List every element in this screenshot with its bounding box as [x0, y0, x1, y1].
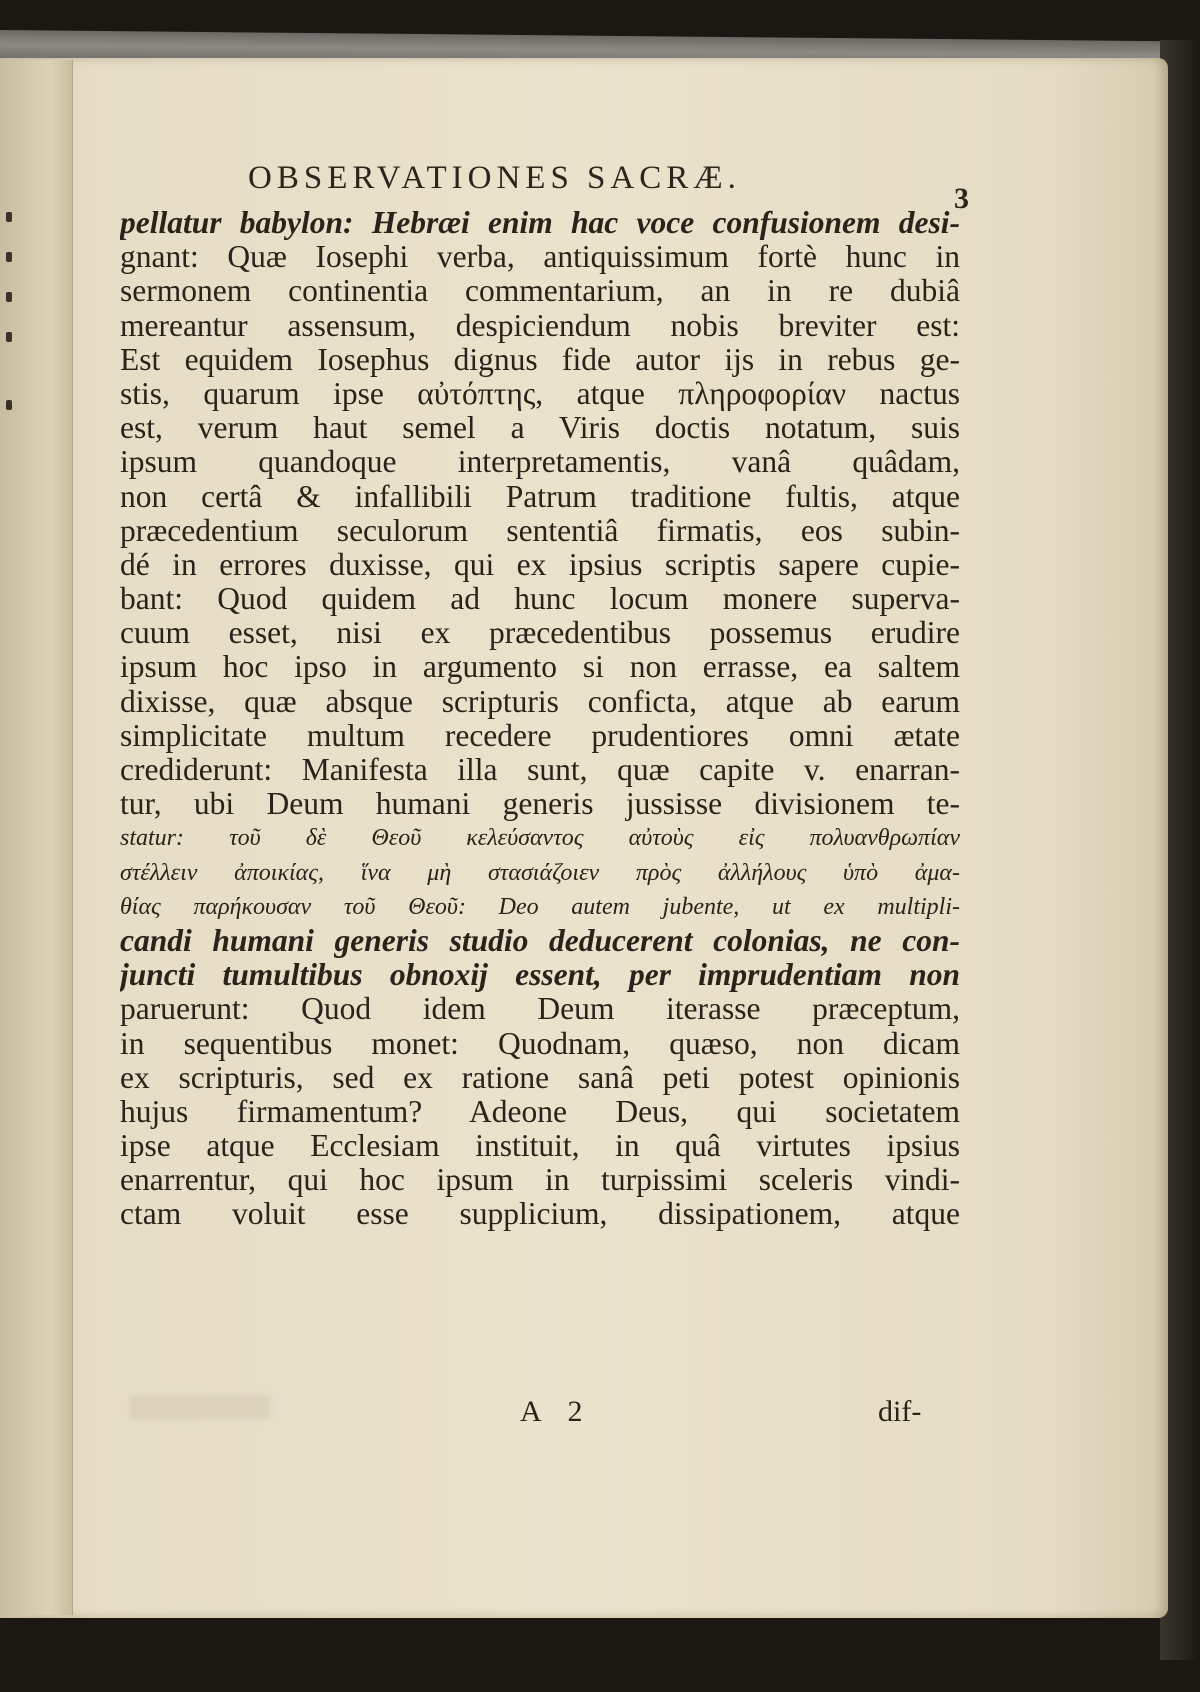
text-line: ipsum hoc ipso in argumento si non errasse, ea saltem: [120, 650, 960, 685]
running-head: OBSERVATIONES SACRÆ.: [248, 160, 741, 196]
text-line: ipse atque Ecclesiam instituit, in quâ virtutes ipsius: [120, 1129, 960, 1164]
show-through-text: [130, 1395, 270, 1419]
text-line: στέλλειν ἀποικίας, ἵνα μὴ στασιάζοιεν πρὸς ἀλλήλους ὑπὸ ἀμα-: [120, 859, 960, 886]
text-line: gnant: Quæ Iosephi verba, antiquissimum fortè hunc in: [120, 240, 960, 275]
catchword: dif-: [878, 1395, 922, 1428]
text-line: est, verum haut semel a Viris doctis notatum, suis: [120, 411, 960, 446]
text-line: candi humani generis studio deducerent colonias, ne con-: [120, 923, 960, 958]
page-number: 3: [954, 182, 969, 215]
edge-mark: [6, 400, 12, 410]
edge-mark: [6, 292, 12, 302]
text-line: simplicitate multum recedere prudentiores omni ætate: [120, 718, 960, 753]
signature-mark: A 2: [520, 1395, 593, 1428]
text-line: præcedentium seculorum sententiâ firmatis, eos subin-: [120, 513, 960, 548]
text-line: cuum esset, nisi ex præcedentibus possemus erudire: [120, 616, 960, 651]
body-text: [120, 206, 960, 1232]
text-line: Est equidem Iosephus dignus fide autor ijs in rebus ge-: [120, 342, 960, 377]
text-line: pellatur babylon: Hebræi enim hac voce confusionem desi-: [120, 206, 960, 240]
text-line: stis, quarum ipse αὐτόπτης, atque πληροφορίαν nactus: [120, 376, 960, 411]
text-line: ipsum quandoque interpretamentis, vanâ quâdam,: [120, 445, 960, 480]
edge-mark: [6, 332, 12, 342]
text-line: juncti tumultibus obnoxij essent, per imprudentiam non: [120, 958, 960, 993]
edge-mark: [6, 212, 12, 222]
text-line: statur: τοῦ δὲ Θεοῦ κελεύσαντος αὐτοὺς εἰς πολυανθρωπίαν: [120, 825, 960, 852]
text-line: θίας παρήκουσαν τοῦ Θεοῦ: Deo autem jubente, ut ex multipli-: [120, 893, 960, 920]
text-line: ex scripturis, sed ex ratione sanâ peti potest opinionis: [120, 1060, 960, 1095]
text-line: sermonem continentia commentarium, an in re dubiâ: [120, 274, 960, 309]
text-line: ctam voluit esse supplicium, dissipationem, atque: [120, 1197, 960, 1232]
text-line: dé in errores duxisse, qui ex ipsius scriptis sapere cupie-: [120, 547, 960, 582]
left-page-strip: [0, 60, 73, 1615]
text-line: dixisse, quæ absque scripturis conficta, atque ab earum: [120, 684, 960, 719]
text-line: non certâ & infallibili Patrum traditione fultis, atque: [120, 479, 960, 514]
text-line: bant: Quod quidem ad hunc locum monere superva-: [120, 582, 960, 617]
text-line: tur, ubi Deum humani generis jussisse divisionem te-: [120, 787, 960, 822]
edge-mark: [6, 252, 12, 262]
text-line: mereantur assensum, despiciendum nobis breviter est:: [120, 308, 960, 343]
text-line: in sequentibus monet: Quodnam, quæso, non dicam: [120, 1026, 960, 1061]
text-line: enarrentur, qui hoc ipsum in turpissimi sceleris vindi-: [120, 1163, 960, 1198]
text-line: paruerunt: Quod idem Deum iterasse præceptum,: [120, 992, 960, 1027]
text-line: crediderunt: Manifesta illa sunt, quæ capite v. enarran-: [120, 753, 960, 787]
text-line: hujus firmamentum? Adeone Deus, qui societatem: [120, 1094, 960, 1129]
